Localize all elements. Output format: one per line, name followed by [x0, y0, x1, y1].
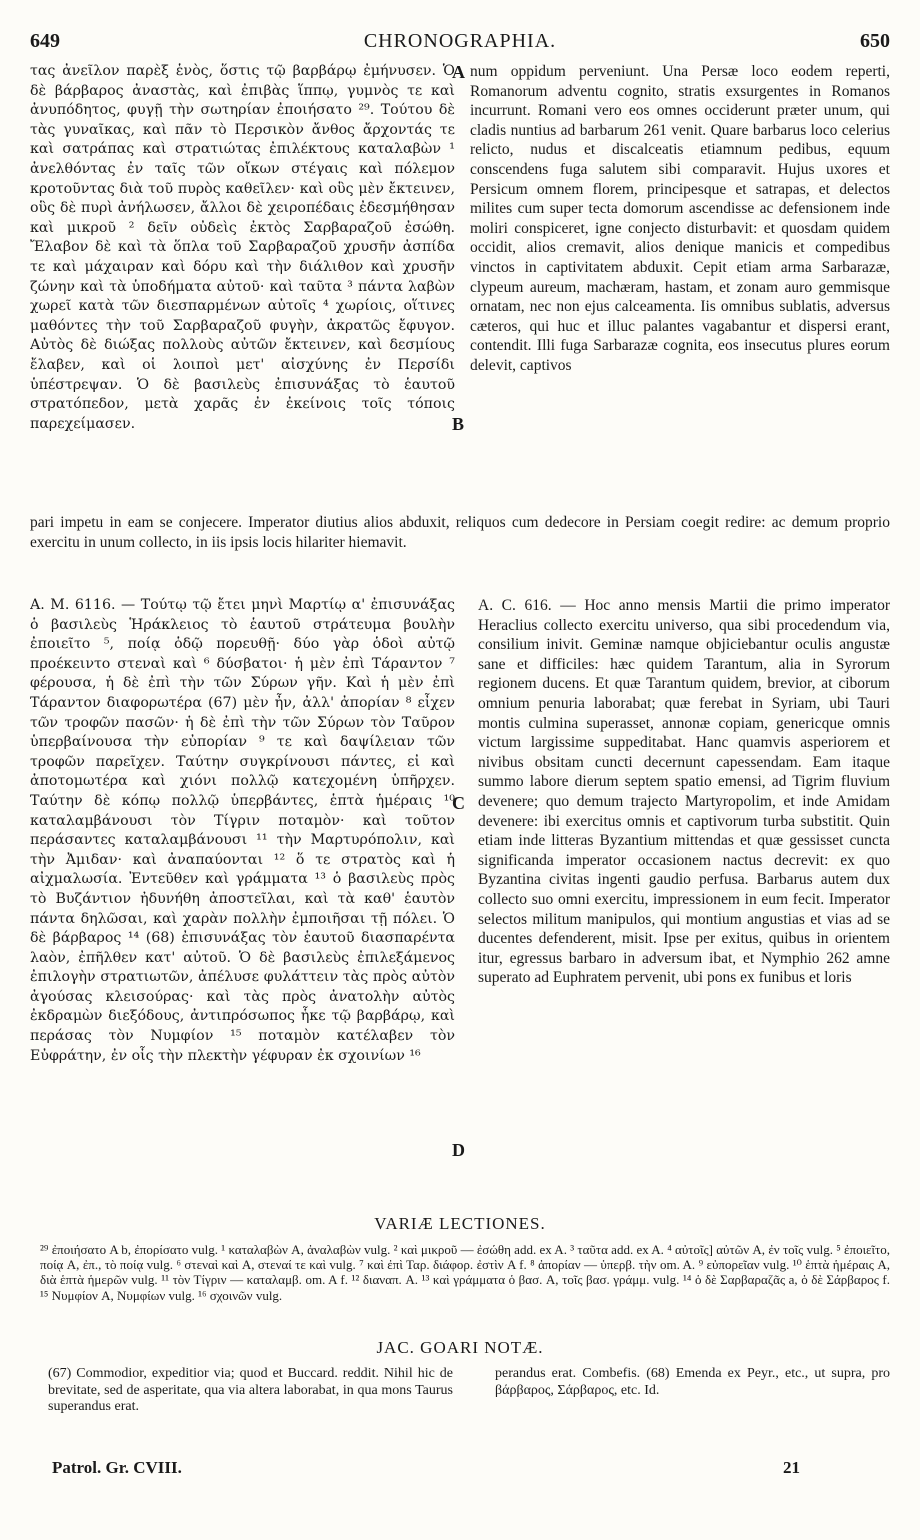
greek-text-1: τας ἀνεῖλον παρὲξ ἑνὸς, ὅστις τῷ βαρβάρῳ ἐμήνυσεν. Ὁ δὲ βάρβαρος ἀναστὰς, καὶ ἐπιβὰς ἵππῳ, γυμνὸς τε καὶ ἀνυπόδητος, φυγῇ τὴν σωτηρίαν ἐποιήσατο ²⁹. Τούτου δὲ τὰς γυναῖκας, καὶ πᾶν τὸ Περσικὸν ἄνθος ἄρχοντάς τε καὶ σατράπας καὶ στρατιώτας ἐπιλέκτους καταλαβὼν ¹ ἀνελθόντας ἐν ταῖς τῶν οἴκων στέγαις καὶ πόλεμον κροτοῦντας διὰ τοῦ πυρὸς καθεῖλεν· καὶ οὓς μὲν ἔκτεινεν, οὓς δὲ πυρὶ ἀνήλωσεν, ἄλλοι δὲ χειροπέδαις ἐδεσμήθησαν καὶ μικροῦ ² δεῖν οὐδεὶς ἐκτὸς Σαρβαραζοῦ ἐσώθη. Ἔλαβον δὲ καὶ τὰ ὅπλα τοῦ Σαρβαραζοῦ χρυσῆν ἀσπίδα τε καὶ μάχαιραν καὶ δόρυ καὶ τὴν διάλιθον καὶ χρυσῆν ζώνην καὶ τὰ ὑποδήματα αὐτοῦ· καὶ ταῦτα ³ πάντα λαβὼν χωρεῖ κατὰ τῶν διεσπαρμένων αὐτοῖς ⁴ χωρίοις, οἵτινες μαθόντες τὴν τοῦ Σαρβαραζοῦ φυγὴν, ἀκρατῶς ἔφυγον. Αὐτὸς δὲ διώξας πολλοὺς αὐτῶν ἔκτεινεν, καὶ δεσμίους ἔλαβεν, καὶ οἱ λοιποὶ μετ' αἰσχύνης ἐν Περσίδι ὑπέστρεψαν. Ὁ δὲ βασιλεὺς ἐπισυνάξας τὸ ἑαυτοῦ στρατόπεδον, μετὰ χαρᾶς ἐν ἐκείνοις τοῖς τόποις παρεχείμασεν.	[30, 63, 455, 432]
margin-marker-a: A	[452, 62, 465, 82]
notes-title: JAC. GOARI NOTÆ.	[376, 1338, 544, 1357]
latin-text-2: A. C. 616. — Hoc anno mensis Martii die primo imperator Heraclius collecto exercitu universo, qua sibi procedendum via, consilium inivit. Geminæ namque objiciebantur oculis angustæ sane et difficiles: hæc quidem Tarantum, alia in Syrorum regionem ducens. Et quæ Tarantum quidem, brevior, at ciborum omnium penuria laborabat; quæ ferebat in Syriam, ubi Tauri montis culmina superasset, annonæ copiam, genericque omnis victum largissime suppeditabat. Hanc quamvis asperiorem et nivibus obsitam cuncti decernunt capessendam. Eam itaque summo labore dierum septem spatio emensi, ad Tigrim fluvium devenere; quo demum trajecto Martyropolim, et inde Amidam devenere: ibi exercitus omnis et captivorum turba substitit. Quin etiam inde litteras Byzantium mittendas et quæ gessisset cuncta significanda imperator occasionem nactus decrevit: ex quo Byzantina civitas ingenti gaudio perfusa. Barbarus autem dux collecto suo omni exercitu, impressionem in eum fecit. Imperator selectos militum manipulos, qui montium angustias et vias ad se ducentes defenderent, misit. Ipse per exitus, quibus in orientem itur, egressus barbaro in adversum ibat, et Nymphio 262 amne superato ad Euphratem pervenit, ubi pons ex funibus et loris	[478, 597, 890, 987]
latin-full-text: pari impetu in eam se conjecere. Imperator diutius alios abduxit, reliquos cum dedecore in Persiam coegit redire: ac demum proprio exercitu in unum collecto, in iis ipsis locis hilariter hiemavit.	[30, 514, 890, 551]
margin-marker-b: B	[452, 414, 465, 434]
right-page-number: 650	[859, 30, 890, 52]
note-left: (67) Commodior, expeditior via; quod et Buccard. reddit. Nihil hic de brevitate, sed de asperitate, qua via altera laborabat, in qua mons Taurus superandus erat.	[48, 1366, 453, 1414]
latin-column-1	[470, 62, 890, 530]
running-title: CHRONOGRAPHIA.	[363, 30, 557, 52]
left-page-number: 649	[30, 30, 60, 52]
footer-source: Patrol. Gr. CVIII.	[52, 1458, 182, 1477]
variae-title: VARIÆ LECTIONES.	[374, 1214, 546, 1233]
latin-full-width	[30, 513, 890, 575]
page-footer	[52, 1458, 800, 1478]
latin-column-2	[478, 596, 890, 1208]
footer-signature: 21	[783, 1458, 800, 1477]
variae-text: ²⁹ ἐποιήσατο A b, ἐπορίσατο vulg. ¹ καταλαβὼν A, ἀναλαβὼν vulg. ² καὶ μικροῦ — ἐσώθη add. ex A. ³ ταῦτα add. ex A. ⁴ αὐτοῖς] αὐτῶν A, ἐν τοῖς vulg. ⁵ ἐποιεῖτο, ποίᾳ A, ἐπ., τὸ ποίᾳ vulg. ⁶ στεναὶ καὶ A, στεναί τε καὶ vulg. ⁷ καὶ ἐπὶ Ταρ. διάφορ. ἐστὶν A f. ⁸ ἀπορίαν — ὑπερβ. τὴν om. A. ⁹ εὐπορεῖαν vulg. ¹⁰ ἑπτὰ ἡμέραις A, διὰ ἑπτὰ ἡμερῶν vulg. ¹¹ τὸν Τίγριν — καταλαμβ. om. A f. ¹² διαναπ. A. ¹³ καὶ γράμματα ὁ βασ. A, τοῖς βασ. γράμμ. vulg. ¹⁴ ὁ δὲ Σαρβαραζᾶς a, ὁ δὲ Σάρβαρος f. ¹⁵ Νυμφίον A, Νυμφίων vulg. ¹⁶ σχοινῶν vulg.	[40, 1242, 890, 1303]
greek-text-2: A. M. 6116. — Τούτῳ τῷ ἔτει μηνὶ Μαρτίῳ α' ἐπισυνάξας ὁ βασιλεὺς Ἡράκλειος τὸ ἑαυτοῦ στράτευμα βουλὴν ἐποιεῖτο ⁵, ποίᾳ ὁδῷ πορευθῇ· δύο γὰρ ὁδοὶ αὐτῷ προέκειντο στεναὶ καὶ ⁶ δύσβατοι· ἡ μὲν ἐπὶ Τάραντον ⁷ φέρουσα, ἡ δὲ ἐπὶ τὴν τῶν Σύρων γῆν. Καὶ ἡ μὲν ἐπὶ Τάραντον διαφορωτέρα (67) μὲν ἦν, ἀλλ' ἀπορίαν ⁸ εἶχεν τῶν τροφῶν πασῶν· ἡ δὲ ἐπὶ τὴν τῶν Σύρων τὸν Ταῦρον ὑπερβαίνουσα τὴν εὐπορίαν ⁹ τε καὶ δαψίλειαν τῶν τροφῶν παρεῖχεν. Ταύτην συγκρίνουσι πάντες, εἰ καὶ ἀποτομωτέρα καὶ χιόνι πολλῷ κατεχομένη ὑπῆρχεν. Ταύτην δὲ κόπῳ πολλῷ ὑπερβάντες, ἑπτὰ ἡμέραις ¹⁰ καταλαμβάνουσι τὸν Τίγριν ποταμὸν· καὶ τοῦτον περάσαντες καταλαμβάνουσι ¹¹ τὴν Μαρτυρόπολιν, καὶ τὴν Ἀμιδαν· καὶ ἀναπαύονται ¹² ὅ τε στρατὸς καὶ ἡ αἰχμαλωσία. Ἐντεῦθεν καὶ γράμματα ¹³ ὁ βασιλεὺς πρὸς τὸ Βυζάντιον ἠδυνήθη ἀποστεῖλαι, καὶ τὰ καθ' ἑαυτὸν πάντα δηλῶσαι, καὶ χαρὰν πολλὴν ἐμποιῆσαι τῇ πόλει. Ὁ δὲ βάρβαρος ¹⁴ (68) ἐπισυνάξας τὸν ἑαυτοῦ διασπαρέντα λαὸν, ἐπῆλθεν κατ' αὐτοῦ. Ὁ δὲ βασιλεὺς ἐπιλεξάμενος ἐπιλογὴν στρατιωτῶν, ἀπέλυσε φυλάττειν τὰς πρὸς αὐτὸν ἀγούσας κλεισούρας· καὶ τὰς πρὸς ἀνατολὴν αὐτὸς ἐκδραμὼν διεξόδους, ἀντιπρόσωπος ἧκε τῷ βαρβάρῳ, καὶ περάσας τὸν Νυμφίον ¹⁵ ποταμὸν κατέλαβεν τὸν Εὐφράτην, ἐν οἷς τὴν πλεκτὴν γέφυραν ἐκ σχοινίων ¹⁶	[30, 597, 455, 1064]
page-header	[30, 30, 890, 56]
margin-marker-c: C	[452, 793, 465, 813]
margin-marker-d: D	[452, 1140, 465, 1160]
note-right: perandus erat. Combefis. (68) Emenda ex Peyr., etc., ut supra, pro βάρβαρος, Σάρβαρος, etc. Id.	[495, 1366, 890, 1398]
greek-column-1	[30, 62, 455, 510]
greek-column-2	[30, 596, 455, 1208]
latin-text-1: num oppidum perveniunt. Una Persæ loco eodem reperti, Romanorum adventu cognito, stratis exsurgentes in Romanos incurrunt. Romani vero eos omnes occiderunt præter unum, qui cladis nuntius ad barbarum 261 venit. Quare barbarus loco celerius relicto, nudus et discalceatis etiamnum pedibus, equum conscendens fuga salutem sibi comparavit. Hujus uxores et Persicum omnem florem, principesque et satrapas, et delectos milites cum super tecta domorum ascendisse ac defensionem inde moliri conspiceret, igne conjecto disturbavit: et quosdam quidem occidit, alios cremavit, alios denique manicis et compedibus vinctos in captivitatem abduxit. Cepit etiam arma Sarbarazæ, clypeum aureum, machæram, hastam, et zonam auro gemmisque ornatam, nec non ejus calceamenta. Iis omnibus sublatis, adversus cæteros, qui huc et illuc palantes vagabantur et dispersi erant, contendit. Illi fuga Sarbarazæ cognita, eos insecutus plures eorum delevit, captivos	[470, 63, 890, 374]
